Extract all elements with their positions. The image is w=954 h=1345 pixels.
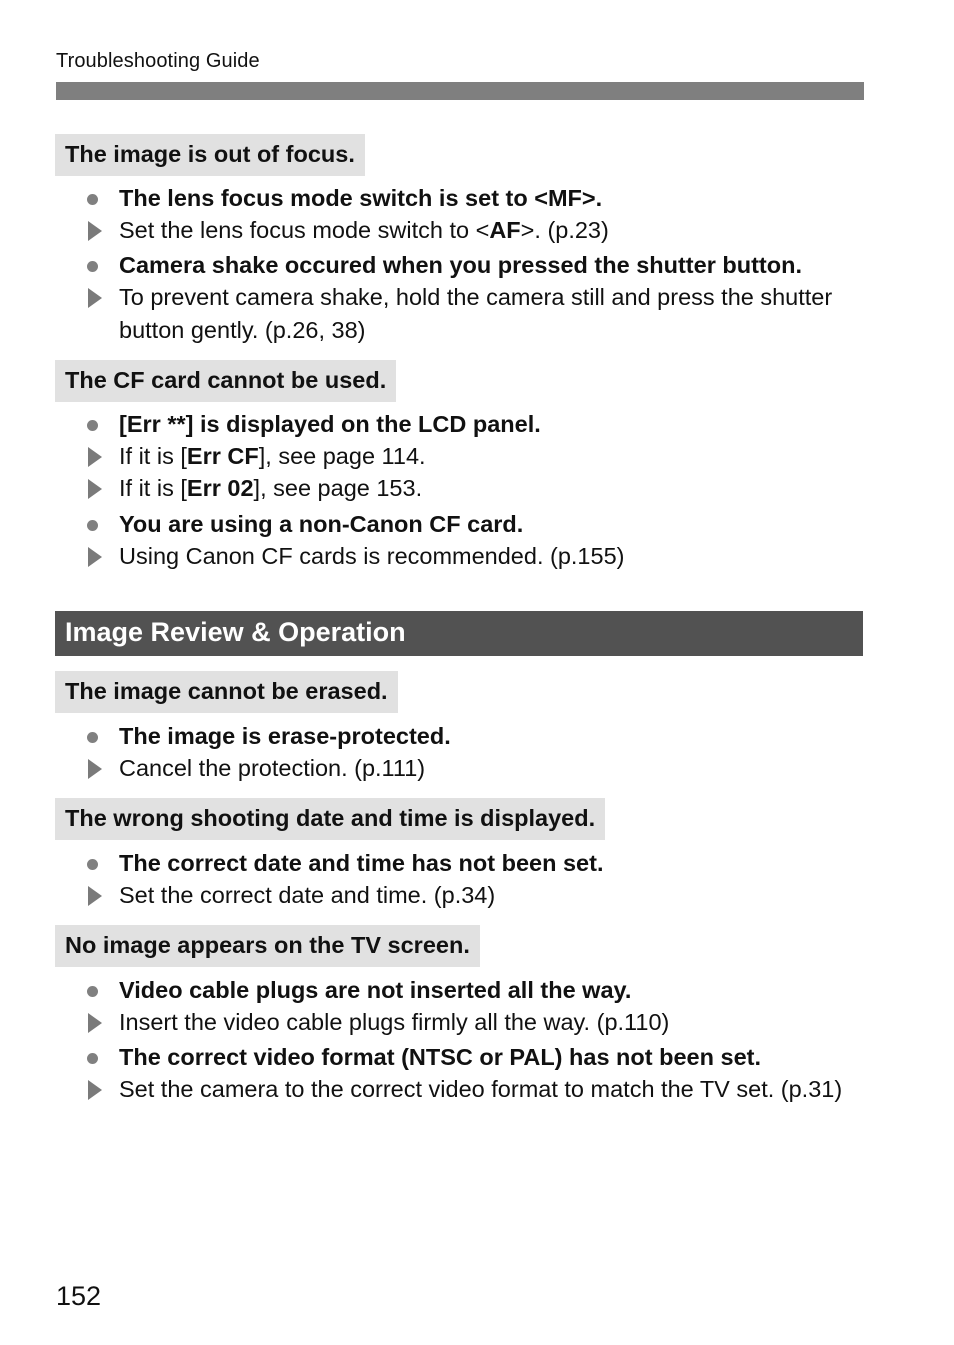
triangle-right-icon xyxy=(88,547,102,567)
remedy-text: Set the camera to the correct video format to match the TV set. (p.31) xyxy=(119,1076,843,1102)
remedy-emphasis: AF xyxy=(489,217,521,243)
problem-heading: The image cannot be erased. xyxy=(55,671,398,713)
bullet-dot-icon xyxy=(87,520,98,531)
section-title-bar: Image Review & Operation xyxy=(55,611,863,656)
bullet-dot-icon xyxy=(87,1053,98,1064)
remedy-text-end: ], see page 153. xyxy=(253,475,423,501)
remedy-text: Using Canon CF cards is recommended. (p.155) xyxy=(119,543,625,569)
remedy-item xyxy=(119,540,869,573)
cause-text: Camera shake occured when you pressed the shutter button. xyxy=(119,252,802,278)
triangle-right-icon xyxy=(88,1080,102,1100)
problem-heading: The wrong shooting date and time is displayed. xyxy=(55,798,605,840)
remedy-text: To prevent camera shake, hold the camera still and press the shutter button gently. (p.26, 38) xyxy=(119,284,833,343)
bullet-dot-icon xyxy=(87,986,98,997)
bullet-dot-icon xyxy=(87,859,98,870)
triangle-right-icon xyxy=(88,479,102,499)
remedy-text: Cancel the protection. (p.111) xyxy=(119,755,426,781)
cause-item xyxy=(119,720,869,753)
triangle-right-icon xyxy=(88,1013,102,1033)
cause-text: The lens focus mode switch is set to <MF>. xyxy=(119,185,603,211)
remedy-text: If it is [ xyxy=(119,475,187,501)
remedy-text-end: ], see page 114. xyxy=(258,443,426,469)
running-head: Troubleshooting Guide xyxy=(56,50,260,72)
cause-item xyxy=(119,408,869,441)
bullet-dot-icon xyxy=(87,732,98,743)
triangle-right-icon xyxy=(88,447,102,467)
bullet-dot-icon xyxy=(87,194,98,205)
triangle-right-icon xyxy=(88,759,102,779)
remedy-text-end: >. (p.23) xyxy=(520,217,609,243)
remedy-item xyxy=(119,752,869,785)
cause-text: The correct video format (NTSC or PAL) has not been set. xyxy=(119,1044,761,1070)
remedy-item xyxy=(119,1006,869,1039)
cause-text: You are using a non-Canon CF card. xyxy=(119,511,524,537)
page-number: 152 xyxy=(56,1281,102,1311)
remedy-emphasis: Err CF xyxy=(186,443,259,469)
cause-text: Video cable plugs are not inserted all the way. xyxy=(119,977,632,1003)
remedy-text: Set the lens focus mode switch to < xyxy=(119,217,490,243)
cause-item xyxy=(119,847,869,880)
cause-item xyxy=(119,182,869,215)
problem-heading: No image appears on the TV screen. xyxy=(55,925,480,967)
cause-text: The image is erase-protected. xyxy=(119,723,451,749)
cause-item xyxy=(119,508,869,541)
header-rule xyxy=(56,82,864,100)
remedy-item xyxy=(119,472,869,505)
cause-text: The correct date and time has not been set. xyxy=(119,850,604,876)
remedy-item xyxy=(119,281,869,347)
cause-text: [Err **] is displayed on the LCD panel. xyxy=(119,411,541,437)
cause-item xyxy=(119,974,869,1007)
remedy-item xyxy=(119,1073,869,1106)
cause-item xyxy=(119,1041,869,1074)
bullet-dot-icon xyxy=(87,420,98,431)
remedy-item xyxy=(119,214,869,247)
cause-item xyxy=(119,249,869,282)
remedy-text: Insert the video cable plugs firmly all the way. (p.110) xyxy=(119,1009,670,1035)
remedy-item xyxy=(119,440,869,473)
triangle-right-icon xyxy=(88,221,102,241)
problem-heading: The image is out of focus. xyxy=(55,134,365,176)
remedy-emphasis: Err 02 xyxy=(186,475,254,501)
problem-heading: The CF card cannot be used. xyxy=(55,360,396,402)
bullet-dot-icon xyxy=(87,261,98,272)
remedy-item xyxy=(119,879,869,912)
triangle-right-icon xyxy=(88,288,102,308)
triangle-right-icon xyxy=(88,886,102,906)
remedy-text: Set the correct date and time. (p.34) xyxy=(119,882,496,908)
remedy-text: If it is [ xyxy=(119,443,187,469)
